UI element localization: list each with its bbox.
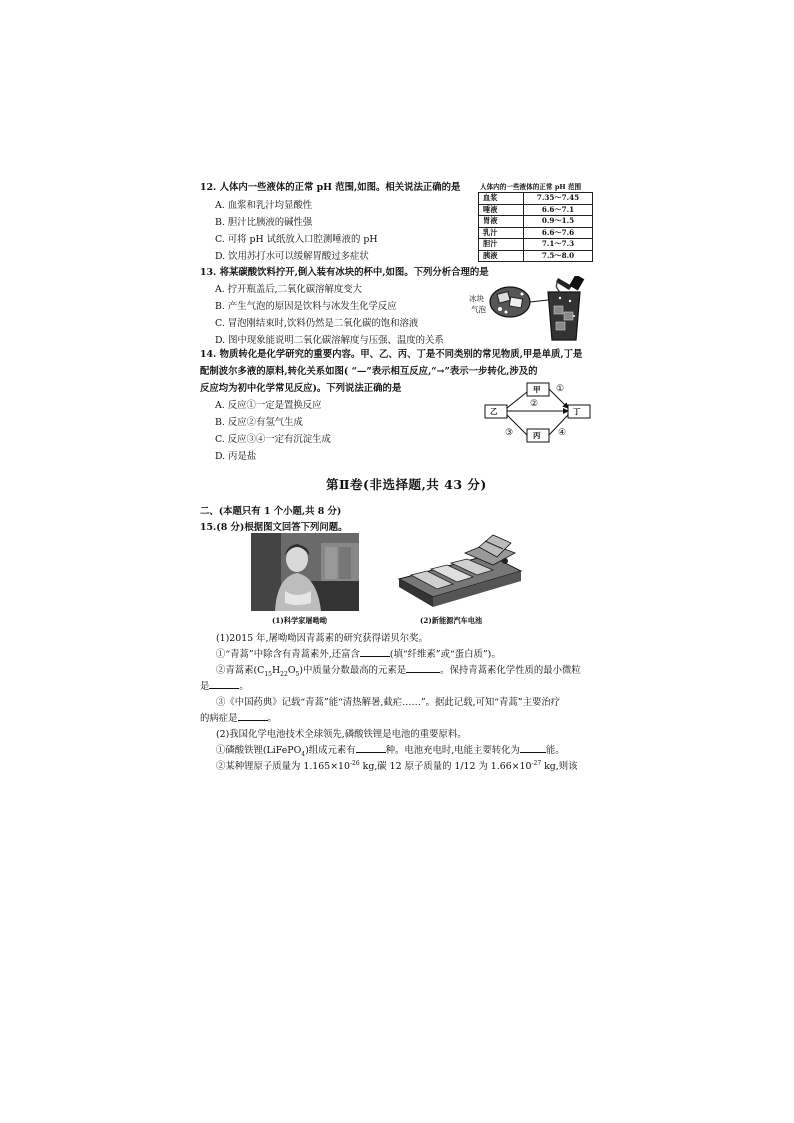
mark-r4: ④	[558, 428, 567, 438]
table-cell-name: 乳汁	[479, 227, 524, 239]
q12-stem: 12. 人体内一些液体的正常 pH 范围,如图。相关说法正确的是	[200, 182, 461, 193]
q15-part2-a-pre: ①磷酸铁锂(LiFePO	[216, 745, 302, 756]
table-row	[479, 204, 593, 216]
mark-r2: ②	[530, 399, 539, 409]
exponent-1: -26	[349, 759, 360, 767]
q13-option-c: C. 冒泡刚结束时,饮料仍然是二氧化碳的饱和溶液	[215, 318, 419, 329]
q15-part1-b-post2: 。保持青蒿素化学性质的最小微粒	[440, 665, 581, 676]
q15-part1-c-line2-pre: 的病症是	[200, 713, 238, 724]
mark-r3: ③	[505, 428, 514, 438]
formula-sub-o: 5	[295, 670, 300, 678]
caption-battery: (2)新能源汽车电池	[420, 616, 483, 625]
table-cell-range: 0.9～1.5	[524, 216, 593, 228]
table-cell-range: 7.35～7.45	[524, 193, 593, 205]
q12-option-b: B. 胆汁比胰液的碱性强	[215, 217, 313, 228]
ice-label: 冰块	[469, 294, 484, 303]
bubble-label: 气泡	[471, 305, 486, 314]
q15-part1-b-line2	[200, 678, 249, 692]
ph-table	[478, 192, 593, 262]
q14-option-a: A. 反应①一定是置换反应	[215, 400, 322, 411]
table-row	[479, 227, 593, 239]
q15-part1-b-line2-post: 。	[239, 681, 249, 692]
table-cell-name: 唾液	[479, 204, 524, 216]
scientist-photo-art	[251, 533, 359, 611]
q15-part2-a-post: 能。	[545, 745, 565, 756]
q12-option-d: D. 饮用苏打水可以缓解胃酸过多症状	[215, 251, 369, 262]
q14-stem-line3: 反应均为初中化学常见反应)。下列说法正确的是	[200, 383, 402, 394]
node-jia: 甲	[533, 385, 541, 394]
q14-option-b: B. 反应②有氢气生成	[215, 417, 303, 428]
line-yi-jia	[507, 392, 527, 408]
q14-option-d: D. 丙是盐	[215, 451, 257, 462]
q15-part1-c-line2-post: 。	[267, 713, 277, 724]
table-cell-name: 胃液	[479, 216, 524, 228]
answer-blank[interactable]	[520, 743, 546, 753]
q15-part1-c-line2	[200, 710, 277, 724]
answer-blank[interactable]	[238, 711, 268, 721]
table-cell-name: 胰液	[479, 250, 524, 262]
formula-o: O	[287, 665, 296, 676]
table-cell-name: 胆汁	[479, 239, 524, 251]
q15-part1-a-pre: ①“青蒿”中除含有青蒿素外,还富含	[216, 649, 360, 660]
q15-part2-a-mid: )组成元素有	[305, 745, 356, 756]
q15-part2-b-mid: kg,碳 12 原子质量的 1/12 为 1.66×10	[359, 761, 532, 772]
q15-part1-b-pre: ②青蒿素(C	[216, 665, 265, 676]
q15-part2-intro: (2)我国化学电池技术全球领先,磷酸铁锂是电池的重要原料。	[216, 729, 467, 740]
q15-part2-b-post: kg,则该	[541, 761, 578, 772]
table-cell-name: 血浆	[479, 193, 524, 205]
q12-option-c: C. 可将 pH 试纸放入口腔测唾液的 pH	[215, 234, 378, 245]
table-cell-range: 7.1～7.3	[524, 239, 593, 251]
formula-sub-c: 15	[264, 670, 272, 678]
q15-part1-b-line2-pre: 是	[200, 681, 210, 692]
node-yi: 乙	[490, 407, 498, 416]
table-row	[479, 216, 593, 228]
battery-photo-art	[393, 531, 526, 613]
ph-table-title: 人体内的一些液体的正常 pH 范围	[480, 183, 582, 191]
q15-part1-b	[216, 662, 581, 678]
q15-part1-b-post: )中质量分数最高的元素是	[299, 665, 407, 676]
answer-blank[interactable]	[356, 743, 386, 753]
part2-title: 第Ⅱ卷(非选择题,共 43 分)	[326, 477, 487, 492]
table-row	[479, 239, 593, 251]
table-cell-range: 6.6～7.1	[524, 204, 593, 216]
mark-r1: ①	[556, 384, 565, 394]
node-bing: 丙	[533, 431, 541, 440]
q15-part1-c: ③《中国药典》记载“青蒿”能“清热解暑,截疟……”。据此记载,可知“青蒿”主要治疗	[216, 697, 561, 708]
q15-part2-a	[216, 742, 565, 758]
q14-stem-line1: 14. 物质转化是化学研究的重要内容。甲、乙、丙、丁是不同类别的常见物质,甲是单质,丁是	[200, 349, 583, 360]
formula-sub-h: 22	[280, 670, 288, 678]
section2-header: 二、(本题只有 1 个小题,共 8 分)	[200, 506, 342, 517]
q14-option-c: C. 反应③④一定有沉淀生成	[215, 434, 331, 445]
q13-option-a: A. 拧开瓶盖后,二氧化碳溶解度变大	[215, 284, 362, 295]
q13-option-d: D. 图中现象能说明二氧化碳溶解度与压强、温度的关系	[215, 335, 444, 346]
scientist-photo	[251, 533, 359, 611]
q15-part2-b-pre: ②某种锂原子质量为 1.165×10	[216, 761, 350, 772]
battery-photo	[393, 531, 526, 613]
q15-part2-a-mid2: 种。电池充电时,电能主要转化为	[385, 745, 520, 756]
q15-stem: 15.(8 分)根据图文回答下列问题。	[200, 522, 348, 533]
formula-h: H	[271, 665, 281, 676]
q14-stem-line2: 配制波尔多液的原料,转化关系如图( “—”表示相互反应,“→”表示一步转化,涉及的	[200, 366, 538, 377]
table-cell-range: 6.6～7.6	[524, 227, 593, 239]
q15-part1-intro: (1)2015 年,屠呦呦因青蒿素的研究获得诺贝尔奖。	[216, 633, 428, 644]
q15-part1-a-post: (填“纤维素”或“蛋白质”)。	[389, 649, 501, 660]
q15-part2-b	[216, 758, 578, 772]
node-ding: 丁	[573, 407, 581, 416]
soda-cup-illustration	[488, 276, 588, 344]
table-row	[479, 193, 593, 205]
exponent-2: -27	[531, 759, 542, 767]
table-cell-range: 7.5～8.0	[524, 250, 593, 262]
q12-option-a: A. 血浆和乳汁均显酸性	[215, 200, 313, 211]
table-row	[479, 250, 593, 262]
q13-option-b: B. 产生气泡的原因是饮料与冰发生化学反应	[215, 301, 397, 312]
q13-stem: 13. 将某碳酸饮料拧开,倒入装有冰块的杯中,如图。下列分析合理的是	[200, 267, 489, 278]
answer-blank[interactable]	[406, 663, 440, 673]
formula-sub-po4: 4	[301, 750, 306, 758]
q15-part1-a	[216, 646, 501, 660]
answer-blank[interactable]	[209, 679, 239, 689]
answer-blank[interactable]	[360, 647, 390, 657]
caption-scientist: (1)科学家屠呦呦	[272, 616, 327, 625]
